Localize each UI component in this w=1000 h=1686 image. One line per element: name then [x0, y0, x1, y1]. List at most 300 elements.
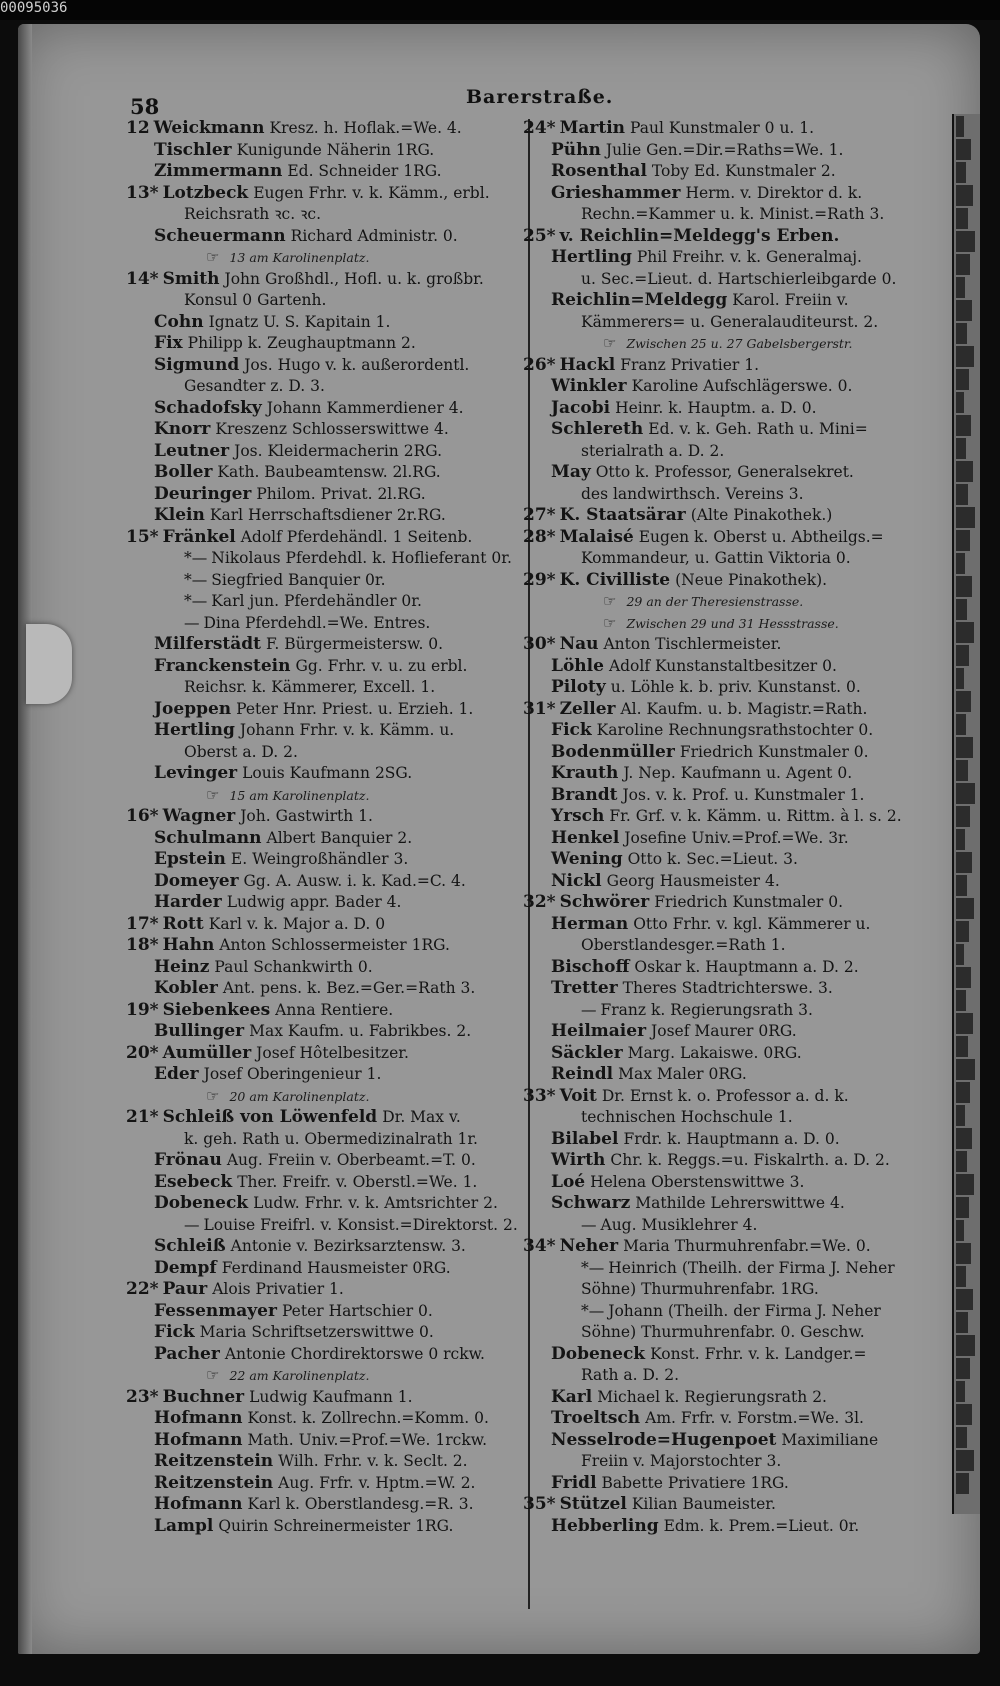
entry-continuation — [523, 935, 931, 957]
entry-text: Wilh. Frhr. v. k. Seclt. 2. — [278, 1452, 468, 1470]
entry-text: Philipp k. Zeughauptmann 2. — [187, 334, 416, 352]
cross-reference-note — [523, 591, 931, 613]
directory-entry — [523, 1236, 931, 1258]
adjacent-page-text-fragment — [956, 300, 972, 321]
directory-entry — [126, 1172, 548, 1194]
entry-text: Konsul 0 Gartenh. — [184, 291, 327, 309]
directory-entry — [126, 548, 548, 570]
directory-entry — [523, 1086, 931, 1108]
entry-text: Ther. Freifr. v. Oberstl.=We. 1. — [237, 1172, 478, 1191]
resident-name: Bullinger — [154, 1021, 245, 1041]
directory-entry — [523, 828, 931, 850]
resident-name: Fix — [154, 333, 183, 353]
directory-entry — [523, 1021, 931, 1043]
adjacent-page-text-fragment — [956, 1312, 968, 1333]
directory-entry — [523, 1258, 931, 1280]
entry-text: Peter Hartschier 0. — [281, 1301, 433, 1320]
house-number: 17* — [126, 913, 159, 934]
directory-entry — [523, 806, 931, 828]
entry-text: Chr. k. Reggs.=u. Fiskalrth. a. D. 2. — [610, 1151, 890, 1169]
page-tab-clip — [26, 624, 72, 704]
resident-name: Dobeneck — [154, 1193, 249, 1213]
directory-entry — [523, 355, 931, 377]
entry-continuation — [523, 1279, 931, 1301]
directory-entry — [523, 527, 931, 549]
directory-entry — [126, 1387, 548, 1409]
entry-continuation — [523, 1322, 931, 1344]
adjacent-page-text-fragment — [956, 1105, 965, 1126]
directory-entry — [523, 892, 931, 914]
entry-text: Fr. Grf. v. k. Kämm. u. Rittm. à l. s. 2. — [609, 807, 902, 825]
resident-name: Malaisé — [559, 526, 634, 547]
adjacent-page-text-fragment — [956, 185, 973, 206]
directory-entry — [523, 1129, 931, 1151]
entry-text: Oberstlandesger.=Rath 1. — [581, 936, 786, 954]
resident-name: Heilmaier — [551, 1021, 647, 1041]
entry-continuation — [126, 290, 548, 312]
entry-text: Kreszenz Schlosserswittwe 4. — [215, 420, 449, 438]
directory-entry — [523, 161, 931, 183]
resident-name: Hofmann — [154, 1429, 243, 1450]
directory-entry — [126, 419, 548, 441]
adjacent-page-text-fragment — [956, 1036, 968, 1057]
entry-text: Nikolaus Pferdehdl. k. Hoflieferant 0r. — [211, 549, 512, 567]
adjacent-page-text-fragment — [956, 622, 974, 643]
pointing-hand-icon: ☞ — [206, 785, 220, 804]
directory-entry — [523, 462, 931, 484]
cross-reference-note — [126, 785, 548, 807]
directory-entry — [126, 763, 548, 785]
entry-text: Eugen Frhr. v. k. Kämm., erbl. — [253, 183, 490, 202]
directory-entry — [523, 634, 931, 656]
resident-name: Löhle — [551, 655, 604, 676]
resident-name: Hackl — [559, 354, 616, 375]
directory-entry — [523, 398, 931, 420]
entry-text: Karol. Freiin v. — [732, 291, 849, 309]
directory-entry — [126, 892, 548, 914]
resident-name: Fridl — [551, 1472, 597, 1493]
resident-name: Säckler — [551, 1042, 623, 1063]
resident-name: Lampl — [154, 1515, 214, 1536]
entry-text: Frdr. k. Hauptmann a. D. 0. — [623, 1129, 840, 1148]
entry-text: Dr. Max v. — [382, 1108, 461, 1126]
resident-name: Buchner — [162, 1386, 245, 1407]
entry-text: Max Maler 0RG. — [618, 1065, 747, 1083]
directory-entry — [126, 183, 548, 205]
entry-text: Eugen k. Oberst u. Abtheilgs.= — [638, 527, 884, 546]
entry-continuation — [523, 1365, 931, 1387]
house-number: 24* — [523, 118, 556, 138]
entry-text: Max Kaufm. u. Fabrikbes. 2. — [249, 1022, 472, 1040]
entry-text: Alois Privatier 1. — [212, 1280, 344, 1298]
pointing-hand-icon: ☞ — [603, 334, 617, 352]
entry-dash: — — [581, 1215, 597, 1234]
adjacent-page-text-fragment — [956, 507, 975, 528]
house-number: 12 — [126, 118, 150, 138]
street-heading: Barerstraße. — [466, 86, 614, 108]
entry-text: Söhne) Thurmuhrenfabr. 0. Geschw. — [581, 1323, 865, 1341]
resident-name: Aumüller — [162, 1042, 252, 1063]
resident-name: Nickl — [551, 870, 602, 891]
entry-text: u. Sec.=Lieut. d. Hartschierleibgarde 0. — [581, 269, 897, 288]
adjacent-page-text-fragment — [956, 1335, 975, 1356]
entry-text: technischen Hochschule 1. — [581, 1108, 793, 1126]
resident-name: Zimmermann — [154, 161, 283, 181]
directory-entry — [126, 527, 548, 549]
directory-entry — [523, 1344, 931, 1366]
entry-text: Richard Administr. 0. — [290, 226, 458, 245]
directory-entry — [523, 247, 931, 269]
resident-name: Hahn — [162, 935, 215, 955]
entry-text: Ed. Schneider 1RG. — [287, 162, 442, 180]
directory-entry — [126, 462, 548, 484]
directory-entry — [523, 140, 931, 162]
house-number: 33* — [523, 1085, 556, 1106]
adjacent-page-text-fragment — [956, 1473, 969, 1494]
entry-text: Adolf Kunstanstaltbesitzer 0. — [608, 656, 837, 675]
directory-entry — [126, 312, 548, 334]
directory-entry — [523, 505, 931, 527]
resident-name: Martin — [559, 118, 626, 138]
adjacent-page-text-fragment — [956, 1266, 966, 1287]
entry-text: Karoline Aufschlägerswe. 0. — [631, 377, 853, 395]
resident-name: Rott — [162, 913, 204, 934]
resident-name: Fick — [154, 1322, 195, 1342]
house-number: 18* — [126, 935, 159, 955]
entry-text: Karl v. k. Major a. D. 0 — [208, 914, 386, 933]
entry-text: des landwirthsch. Vereins 3. — [581, 484, 804, 503]
entry-text: Karl Herrschaftsdiener 2r.RG. — [209, 506, 446, 524]
adjacent-page-text-fragment — [956, 346, 974, 367]
entry-text: Gg. Frhr. v. u. zu erbl. — [295, 656, 468, 675]
adjacent-page-text-fragment — [956, 599, 967, 620]
resident-name: May — [551, 462, 591, 482]
adjacent-page-text-fragment — [956, 852, 972, 873]
directory-entry — [523, 720, 931, 742]
resident-name: Frönau — [154, 1150, 222, 1170]
adjacent-page-text-fragment — [956, 1082, 970, 1103]
adjacent-page-text-fragment — [956, 1013, 973, 1034]
pointing-hand-icon: ☞ — [206, 1366, 220, 1384]
directory-entry — [126, 1021, 548, 1043]
directory-entry — [523, 742, 931, 764]
entry-text: Josef Maurer 0RG. — [651, 1022, 797, 1040]
directory-entry — [523, 1473, 931, 1495]
entry-continuation — [523, 441, 931, 463]
entry-text: Ed. v. k. Geh. Rath u. Mini= — [648, 420, 868, 438]
entry-continuation — [126, 376, 548, 398]
resident-name: Pühn — [551, 139, 601, 160]
directory-entry — [523, 1215, 931, 1237]
house-number: 13* — [126, 182, 159, 203]
entry-text: Karl k. Oberstlandesg.=R. 3. — [247, 1495, 474, 1513]
note-text: 20 am Karolinenplatz. — [229, 1088, 370, 1104]
entry-text: Joh. Gastwirth 1. — [240, 807, 373, 825]
entry-text: Freiin v. Majorstochter 3. — [581, 1452, 782, 1470]
directory-entry — [126, 1344, 548, 1366]
directory-entry — [126, 1193, 548, 1215]
house-number: 25* — [523, 225, 556, 246]
resident-name: Schwörer — [559, 892, 650, 912]
house-number: 14* — [126, 268, 159, 289]
entry-text: Josef Oberingenieur 1. — [203, 1065, 382, 1083]
entry-text: Gg. A. Ausw. i. k. Kad.=C. 4. — [243, 871, 466, 890]
adjacent-page-text-fragment — [956, 323, 967, 344]
adjacent-page-text-fragment — [956, 116, 964, 137]
adjacent-page-text-fragment — [956, 277, 965, 298]
entry-text: Kunigunde Näherin 1RG. — [236, 140, 435, 159]
adjacent-page-edge — [952, 114, 980, 1514]
adjacent-page-text-fragment — [956, 1151, 967, 1172]
entry-text: Friedrich Kunstmaler 0. — [654, 893, 844, 911]
adjacent-page-text-fragment — [956, 760, 968, 781]
resident-name: Klein — [154, 505, 205, 525]
resident-name: Fick — [551, 720, 592, 740]
resident-name: Esebeck — [154, 1171, 233, 1192]
resident-name: Fessenmayer — [154, 1300, 277, 1321]
directory-entry — [126, 484, 548, 506]
directory-entry — [126, 333, 548, 355]
resident-name: Deuringer — [154, 483, 252, 504]
entry-text: Phil Freihr. v. k. Generalmaj. — [636, 248, 862, 266]
house-number: 34* — [523, 1236, 556, 1256]
resident-name: Heinz — [154, 956, 210, 977]
resident-name: Knorr — [154, 419, 211, 439]
entry-text: Jos. Hugo v. k. außerordentl. — [244, 355, 470, 374]
entry-continuation — [126, 204, 548, 226]
directory-entry — [126, 914, 548, 936]
directory-entry — [523, 1150, 931, 1172]
entry-text: Ludw. Frhr. v. k. Amtsrichter 2. — [253, 1194, 498, 1212]
entry-text: Quirin Schreinermeister 1RG. — [218, 1516, 454, 1535]
house-number: 28* — [523, 526, 556, 547]
directory-entry — [126, 1494, 548, 1516]
entry-text: J. Nep. Kaufmann u. Agent 0. — [623, 764, 853, 782]
resident-name: Tretter — [551, 978, 618, 998]
resident-name: Troeltsch — [551, 1408, 641, 1428]
resident-name: Paur — [162, 1279, 208, 1299]
cross-reference-note — [523, 333, 931, 355]
directory-entry — [523, 1430, 931, 1452]
entry-text: Louis Kaufmann 2SG. — [242, 764, 413, 782]
adjacent-page-text-fragment — [956, 1358, 970, 1379]
adjacent-page-text-fragment — [956, 829, 965, 850]
page-gutter-shadow — [18, 24, 32, 1654]
resident-name: Krauth — [551, 763, 619, 783]
directory-entry — [523, 1193, 931, 1215]
resident-name: Hertling — [551, 247, 632, 267]
directory-entry — [126, 634, 548, 656]
resident-name: Eder — [154, 1064, 199, 1084]
directory-entry — [126, 1279, 548, 1301]
adjacent-page-text-fragment — [956, 714, 966, 735]
entry-text: Jos. v. k. Prof. u. Kunstmaler 1. — [622, 785, 865, 804]
note-text: 29 an der Theresienstrasse. — [626, 594, 804, 609]
adjacent-page-text-fragment — [956, 1059, 975, 1080]
adjacent-page-text-fragment — [956, 553, 965, 574]
adjacent-page-text-fragment — [956, 254, 970, 275]
resident-name: Fränkel — [162, 526, 236, 547]
directory-entry — [126, 118, 548, 140]
resident-name: Wirth — [551, 1150, 606, 1170]
entry-text: Rath a. D. 2. — [581, 1366, 680, 1384]
entry-text: Josefine Univ.=Prof.=We. 3r. — [624, 828, 849, 847]
entry-text: Gesandter z. D. 3. — [184, 377, 325, 395]
directory-entry — [523, 785, 931, 807]
cross-reference-note — [126, 247, 548, 269]
directory-entry — [523, 871, 931, 893]
directory-entry — [523, 570, 931, 592]
resident-name: Joeppen — [154, 698, 232, 719]
resident-name: Harder — [154, 892, 222, 912]
directory-entry — [126, 1258, 548, 1280]
resident-name: Cohn — [154, 311, 204, 332]
directory-entry — [523, 849, 931, 871]
entry-text: Anton Tischlermeister. — [603, 635, 782, 653]
adjacent-page-text-fragment — [956, 990, 966, 1011]
resident-name: Sigmund — [154, 354, 240, 375]
pointing-hand-icon: ☞ — [603, 613, 617, 632]
adjacent-page-text-fragment — [956, 461, 973, 482]
entry-text: Edm. k. Prem.=Lieut. 0r. — [663, 1516, 860, 1535]
resident-name: Levinger — [154, 763, 238, 783]
resident-name: Karl — [551, 1386, 593, 1407]
directory-entry — [126, 398, 548, 420]
resident-name: Schlereth — [551, 419, 644, 439]
entry-text: Math. Univ.=Prof.=We. 1rckw. — [247, 1430, 488, 1449]
entry-text: Antonie Chordirektorswe 0 rckw. — [224, 1344, 485, 1363]
directory-entry — [523, 914, 931, 936]
adjacent-page-text-fragment — [956, 484, 968, 505]
directory-entry — [126, 591, 548, 613]
directory-entry — [126, 269, 548, 291]
entry-dash: *— — [581, 1258, 605, 1277]
adjacent-page-text-fragment — [956, 1243, 971, 1264]
book-page — [18, 24, 980, 1654]
entry-text: Ludwig Kaufmann 1. — [249, 1387, 413, 1406]
entry-text: Johann Frhr. v. k. Kämm. u. — [239, 721, 455, 739]
directory-entry — [126, 828, 548, 850]
directory-entry — [126, 613, 548, 635]
entry-text: Karl jun. Pferdehändler 0r. — [211, 592, 422, 610]
entry-text: Karoline Rechnungsrathstochter 0. — [596, 721, 874, 739]
adjacent-page-text-fragment — [956, 875, 967, 896]
house-number: 31* — [523, 698, 556, 719]
entry-text: Babette Privatiere 1RG. — [601, 1473, 789, 1492]
house-number: 21* — [126, 1107, 159, 1127]
house-number: 16* — [126, 806, 159, 826]
entry-text: Otto k. Sec.=Lieut. 3. — [627, 850, 798, 868]
entry-text: Ignatz U. S. Kapitain 1. — [208, 312, 391, 331]
directory-entry — [126, 441, 548, 463]
entry-text: sterialrath a. D. 2. — [581, 441, 725, 460]
resident-name: Winkler — [551, 376, 627, 396]
directory-entry — [126, 957, 548, 979]
resident-name: Siebenkees — [162, 999, 271, 1020]
adjacent-page-text-fragment — [956, 369, 969, 390]
directory-entry — [126, 935, 548, 957]
entry-text: Helena Oberstenswittwe 3. — [590, 1172, 805, 1191]
entry-continuation — [523, 204, 931, 226]
entry-continuation — [126, 677, 548, 699]
resident-name: Neher — [559, 1236, 619, 1256]
resident-name: Nesselrode=Hugenpoet — [551, 1429, 777, 1450]
entry-text: Maximiliane — [781, 1430, 879, 1449]
entry-continuation — [523, 269, 931, 291]
entry-dash: — — [581, 1000, 597, 1019]
entry-text: Antonie v. Bezirksarztensw. 3. — [230, 1237, 466, 1255]
entry-text: Oberst a. D. 2. — [184, 742, 298, 761]
entry-text: Aug. Musiklehrer 4. — [600, 1215, 758, 1234]
entry-text: (Alte Pinakothek.) — [690, 506, 833, 524]
resident-name: Boller — [154, 462, 213, 482]
resident-name: Kobler — [154, 978, 218, 998]
resident-name: Schwarz — [551, 1193, 631, 1213]
entry-text: Al. Kaufm. u. b. Magistr.=Rath. — [620, 699, 868, 718]
note-text: Zwischen 29 und 31 Hessstrasse. — [626, 615, 839, 631]
entry-text: Johann (Theilh. der Firma J. Neher — [608, 1301, 881, 1320]
directory-entry — [523, 1408, 931, 1430]
entry-continuation — [126, 742, 548, 764]
directory-entry — [523, 1516, 931, 1538]
adjacent-page-text-fragment — [956, 967, 971, 988]
resident-name: Nau — [559, 634, 599, 654]
house-number: 30* — [523, 634, 556, 654]
adjacent-page-text-fragment — [956, 1289, 973, 1310]
directory-entry — [523, 1043, 931, 1065]
directory-entry — [126, 1473, 548, 1495]
adjacent-page-text-fragment — [956, 898, 974, 919]
directory-entry — [523, 677, 931, 699]
directory-entry — [523, 118, 931, 140]
directory-entry — [523, 699, 931, 721]
adjacent-page-text-fragment — [956, 1450, 974, 1471]
adjacent-page-text-fragment — [956, 1128, 972, 1149]
entry-text: Johann Kammerdiener 4. — [266, 398, 464, 417]
resident-name: Jacobi — [551, 397, 611, 418]
directory-entry — [126, 1000, 548, 1022]
adjacent-page-text-fragment — [956, 921, 969, 942]
resident-name: Leutner — [154, 440, 230, 461]
entry-text: Julie Gen.=Dir.=Raths=We. 1. — [605, 140, 844, 159]
entry-text: Maria Schriftsetzerswittwe 0. — [199, 1323, 434, 1341]
resident-name: Bilabel — [551, 1128, 619, 1149]
adjacent-page-text-fragment — [956, 1404, 972, 1425]
left-column — [126, 118, 548, 1537]
entry-text: Franz k. Regierungsrath 3. — [600, 1000, 813, 1019]
entry-text: Dr. Ernst k. o. Professor a. d. k. — [601, 1086, 849, 1105]
resident-name: Stützel — [559, 1494, 627, 1514]
entry-continuation — [523, 312, 931, 334]
directory-entry — [126, 656, 548, 678]
directory-entry — [126, 140, 548, 162]
entry-text: Georg Hausmeister 4. — [606, 871, 780, 890]
directory-entry — [126, 161, 548, 183]
adjacent-page-text-fragment — [956, 1220, 964, 1241]
house-number: 29* — [523, 569, 556, 590]
adjacent-page-text-fragment — [956, 783, 975, 804]
directory-entry — [523, 183, 931, 205]
adjacent-page-text-fragment — [956, 139, 971, 160]
house-number: 19* — [126, 999, 159, 1020]
entry-text: Kath. Baubeamtensw. 2l.RG. — [217, 463, 441, 481]
entry-continuation — [126, 1129, 548, 1151]
scan-id-label: 00095036 — [0, 0, 68, 16]
entry-text: Josef Hôtelbesitzer. — [256, 1043, 409, 1062]
entry-text: Oskar k. Hauptmann a. D. 2. — [634, 957, 859, 976]
resident-name: Yrsch — [551, 806, 605, 826]
entry-text: Ludwig appr. Bader 4. — [226, 893, 402, 911]
